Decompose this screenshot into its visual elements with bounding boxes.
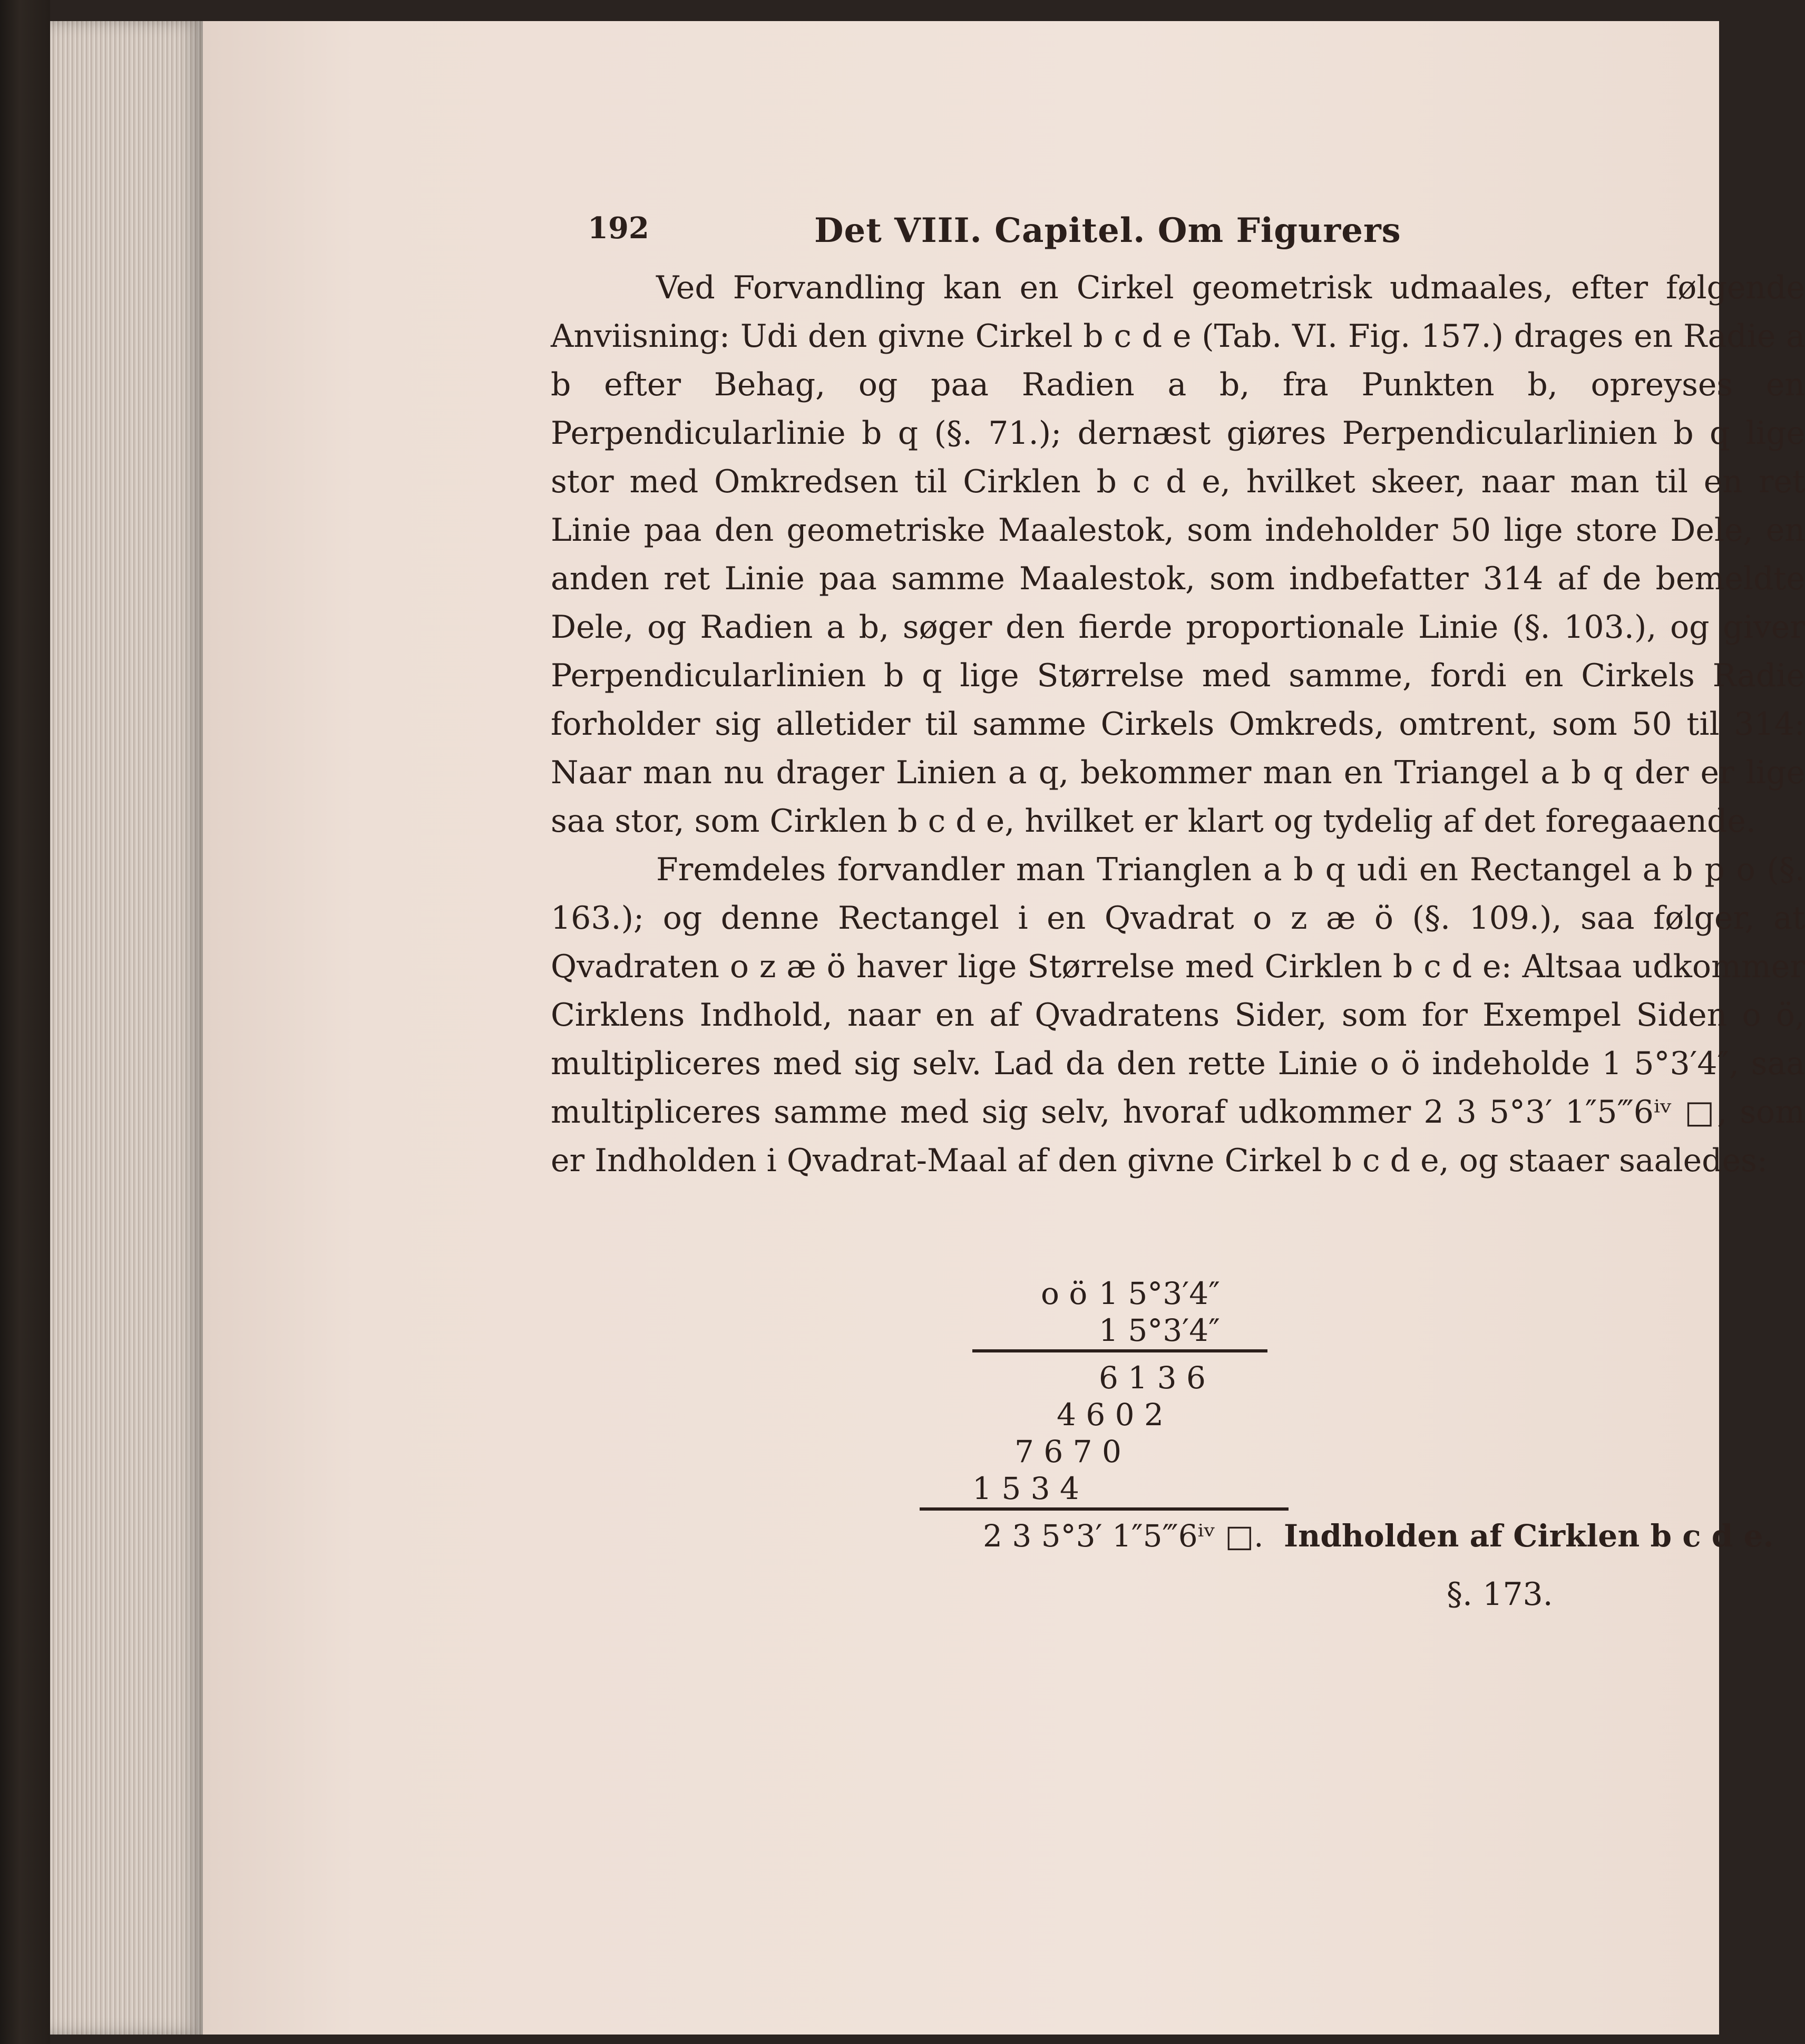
- calc-result-row: [983, 1518, 1774, 1554]
- page-edges: [50, 21, 203, 2035]
- multiplication-calculation: [730, 1276, 1774, 1554]
- running-title: Det VIII. Capitel. Om Figurers: [814, 211, 1401, 250]
- calc-label: o ö: [1041, 1276, 1088, 1311]
- calc-result-label: Indholden af Cirklen b c d e.: [1284, 1518, 1774, 1554]
- book-spine: [0, 0, 50, 2044]
- calc-multiplicand: 1 5°3′4″: [1099, 1276, 1220, 1311]
- running-head: [203, 211, 1719, 253]
- calc-partial: 7 6 7 0: [1014, 1434, 1121, 1469]
- calc-rule: [920, 1507, 1289, 1511]
- catchword: §. 173.: [1447, 1576, 1553, 1613]
- body-text: [551, 264, 1805, 1185]
- calc-rule: [972, 1349, 1267, 1352]
- calc-partial: 6 1 3 6: [1099, 1360, 1206, 1396]
- calc-result: 2 3 5°3′ 1″5‴6ⁱᵛ □.: [983, 1518, 1264, 1554]
- calc-partial: 1 5 3 4: [972, 1471, 1079, 1506]
- paragraph: Fremdeles forvandler man Trianglen a b q udi en Rectangel a b p o (§. 163.); og denne Rectangel i en Qvadrat o z æ ö (§. 109.), saa følger, at Qvadraten o z æ ö haver lige Størrelse med Cirklen b c d e: Altsaa udkommer Cirklens Indhold, naar en af Qvadratens Sider, som for Exempel Siden o ö, multipliceres med sig selv. Lad da den rette Linie o ö indeholde 1 5°3′4″, saa multipliceres samme med sig selv, hvoraf udkommer 2 3 5°3′ 1″5‴6ⁱᵛ □, som er Indholden i Qvadrat-Maal af den givne Cirkel b c d e, og staaer saaledes:: [551, 851, 1805, 1179]
- paragraph: Ved Forvandling kan en Cirkel geometrisk udmaales, efter følgende Anviisning: Udi den givne Cirkel b c d e (Tab. VI. Fig. 157.) drages en Radie a b efter Behag, og paa Radien a b, fra Punkten b, opreyses en Perpendicularlinie b q (§. 71.); dernæst giøres Perpendicularlinien b q lige stor med Omkredsen til Cirklen b c d e, hvilket skeer, naar man til en ret Linie paa den geometriske Maalestok, som indeholder 50 lige store Dele, en anden ret Linie paa samme Maalestok, som indbefatter 314 af de bemeldte Dele, og Radien a b, søger den fierde proportionale Linie (§. 103.), og giver Perpendicularlinien b q lige Størrelse med samme, fordi en Cirkels Radie forholder sig alletider til samme Cirkels Omkreds, omtrent, som 50 til 314: Naar man nu drager Linien a q, bekommer man en Triangel a b q der er lige saa stor, som Cirklen b c d e, hvilket er klart og tydelig af det foregaaende.: [551, 269, 1805, 840]
- page-number: 192: [588, 211, 649, 246]
- calc-partial: 4 6 0 2: [1057, 1397, 1164, 1433]
- book-page: [203, 21, 1805, 2035]
- calc-multiplier: 1 5°3′4″: [1099, 1312, 1220, 1348]
